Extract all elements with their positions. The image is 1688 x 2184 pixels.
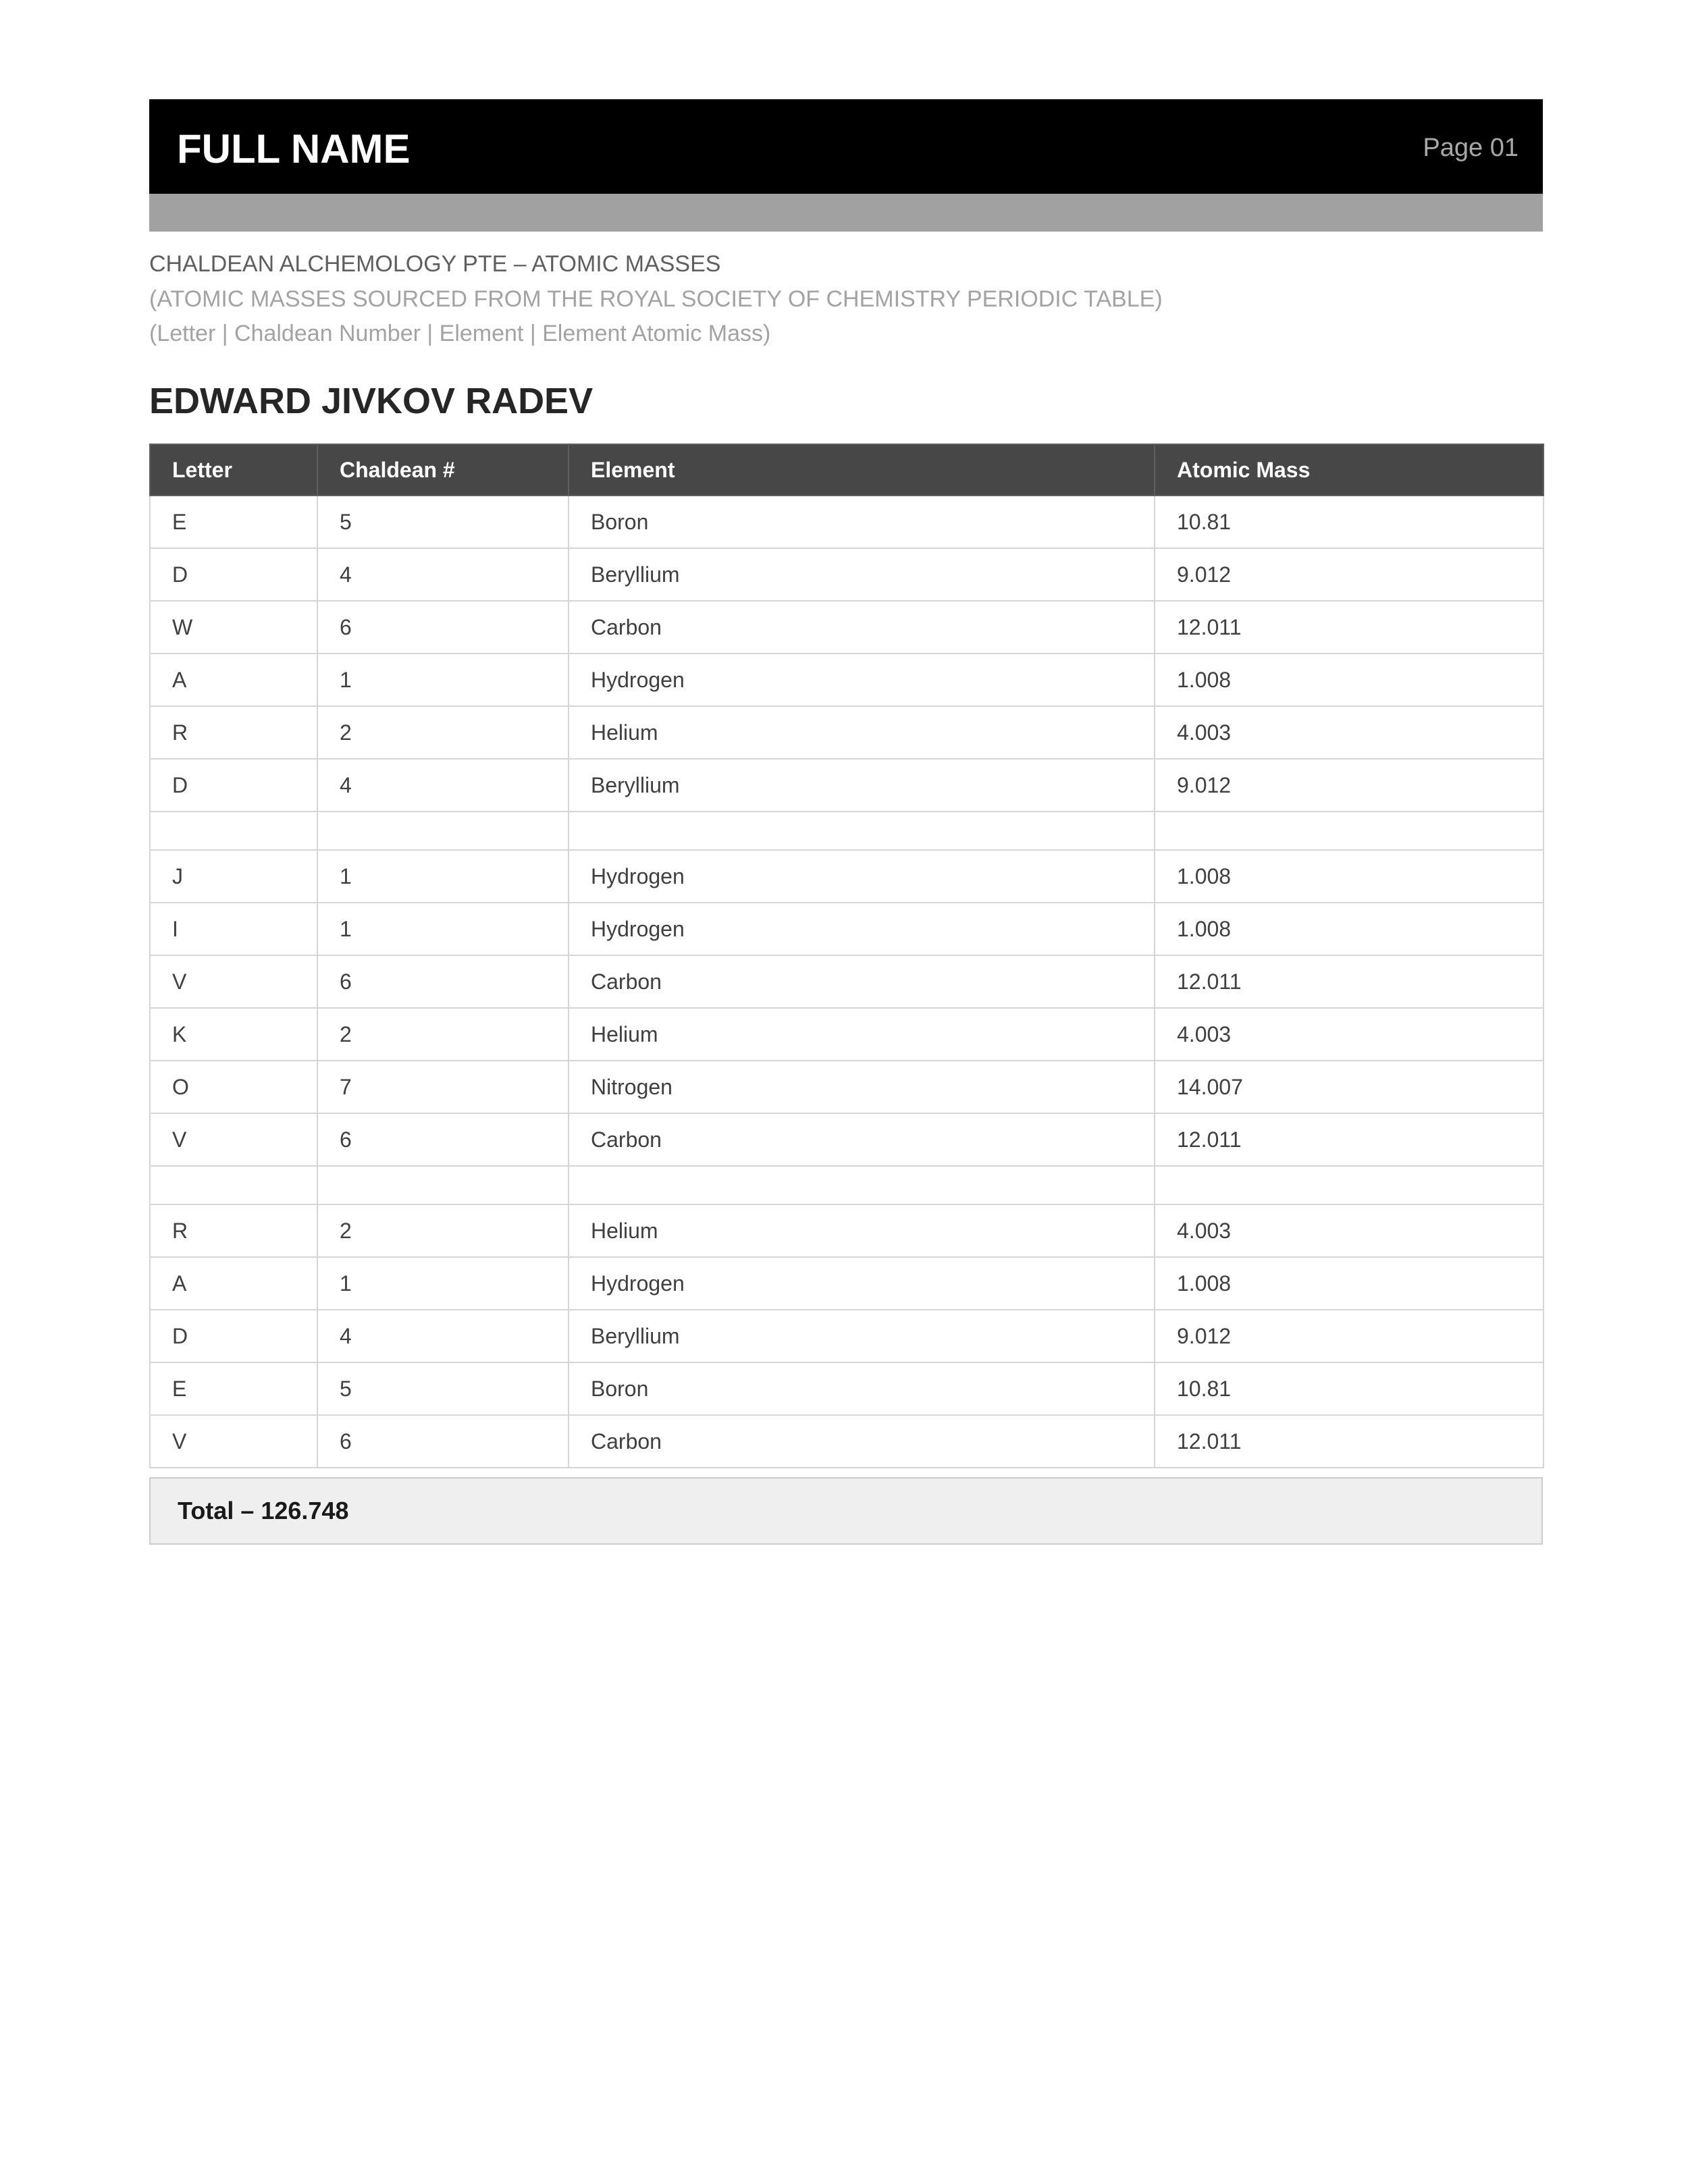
cell-chaldean-number: 5 <box>317 496 569 548</box>
table-header-row <box>150 444 1544 496</box>
cell-element: Hydrogen <box>569 1257 1155 1310</box>
table-row <box>150 1008 1544 1061</box>
cell-letter: E <box>150 1362 317 1415</box>
cell-chaldean-number: 1 <box>317 1257 569 1310</box>
cell-letter: I <box>150 903 317 955</box>
cell-chaldean-number: 4 <box>317 1310 569 1362</box>
table-row <box>150 903 1544 955</box>
cell-atomic-mass: 1.008 <box>1155 903 1544 955</box>
document-subtitle: CHALDEAN ALCHEMOLOGY PTE – ATOMIC MASSES <box>149 251 721 277</box>
cell-letter: V <box>150 1415 317 1468</box>
cell-chaldean-number: 5 <box>317 1362 569 1415</box>
cell-atomic-mass: 1.008 <box>1155 850 1544 903</box>
cell-atomic-mass: 1.008 <box>1155 654 1544 706</box>
cell-chaldean-number: 2 <box>317 1008 569 1061</box>
column-header-atomic-mass: Atomic Mass <box>1155 444 1544 496</box>
table-row <box>150 496 1544 548</box>
column-legend: (Letter | Chaldean Number | Element | Element Atomic Mass) <box>149 321 771 346</box>
cell-element: Boron <box>569 496 1155 548</box>
cell-letter: R <box>150 706 317 759</box>
cell-letter <box>150 1166 317 1204</box>
cell-atomic-mass: 9.012 <box>1155 548 1544 601</box>
cell-atomic-mass <box>1155 1166 1544 1204</box>
source-note: (ATOMIC MASSES SOURCED FROM THE ROYAL SOCIETY OF CHEMISTRY PERIODIC TABLE) <box>149 286 1163 312</box>
atomic-mass-table <box>149 444 1544 1468</box>
cell-letter: V <box>150 955 317 1008</box>
cell-letter: W <box>150 601 317 654</box>
table-row <box>150 706 1544 759</box>
cell-element: Hydrogen <box>569 850 1155 903</box>
cell-atomic-mass: 4.003 <box>1155 1204 1544 1257</box>
cell-chaldean-number <box>317 1166 569 1204</box>
header-title: FULL NAME <box>177 126 411 171</box>
cell-atomic-mass <box>1155 811 1544 850</box>
cell-chaldean-number: 6 <box>317 601 569 654</box>
cell-chaldean-number: 1 <box>317 654 569 706</box>
column-header-letter: Letter <box>150 444 317 496</box>
cell-element: Carbon <box>569 1113 1155 1166</box>
cell-letter: A <box>150 654 317 706</box>
cell-chaldean-number: 4 <box>317 548 569 601</box>
cell-atomic-mass: 12.011 <box>1155 955 1544 1008</box>
table-row <box>150 654 1544 706</box>
table-row <box>150 1204 1544 1257</box>
table-row <box>150 1113 1544 1166</box>
table-row <box>150 850 1544 903</box>
column-header-element: Element <box>569 444 1155 496</box>
cell-letter: D <box>150 548 317 601</box>
cell-element: Carbon <box>569 1415 1155 1468</box>
cell-atomic-mass: 10.81 <box>1155 496 1544 548</box>
cell-chaldean-number: 2 <box>317 1204 569 1257</box>
cell-element: Helium <box>569 706 1155 759</box>
cell-chaldean-number: 2 <box>317 706 569 759</box>
cell-atomic-mass: 4.003 <box>1155 706 1544 759</box>
cell-letter <box>150 811 317 850</box>
cell-atomic-mass: 9.012 <box>1155 759 1544 811</box>
cell-element: Beryllium <box>569 1310 1155 1362</box>
cell-letter: K <box>150 1008 317 1061</box>
cell-element: Nitrogen <box>569 1061 1155 1113</box>
table-row <box>150 1310 1544 1362</box>
cell-chaldean-number: 1 <box>317 850 569 903</box>
cell-atomic-mass: 9.012 <box>1155 1310 1544 1362</box>
cell-element: Helium <box>569 1204 1155 1257</box>
cell-chaldean-number: 4 <box>317 759 569 811</box>
cell-element: Beryllium <box>569 548 1155 601</box>
cell-element <box>569 1166 1155 1204</box>
table-row <box>150 1415 1544 1468</box>
cell-chaldean-number: 6 <box>317 1415 569 1468</box>
cell-atomic-mass: 12.011 <box>1155 601 1544 654</box>
cell-atomic-mass: 14.007 <box>1155 1061 1544 1113</box>
cell-letter: E <box>150 496 317 548</box>
total-value: Total – 126.748 <box>178 1497 349 1524</box>
header-banner <box>149 99 1543 194</box>
table-row <box>150 1362 1544 1415</box>
cell-chaldean-number: 7 <box>317 1061 569 1113</box>
cell-chaldean-number <box>317 811 569 850</box>
person-name: EDWARD JIVKOV RADEV <box>149 381 594 421</box>
header-accent-bar <box>149 194 1543 232</box>
cell-element: Beryllium <box>569 759 1155 811</box>
table-row <box>150 1257 1544 1310</box>
cell-chaldean-number: 1 <box>317 903 569 955</box>
cell-atomic-mass: 12.011 <box>1155 1415 1544 1468</box>
cell-element: Hydrogen <box>569 654 1155 706</box>
cell-letter: A <box>150 1257 317 1310</box>
cell-atomic-mass: 12.011 <box>1155 1113 1544 1166</box>
table-row <box>150 955 1544 1008</box>
total-box <box>149 1477 1543 1545</box>
cell-letter: V <box>150 1113 317 1166</box>
column-header-chaldean-number: Chaldean # <box>317 444 569 496</box>
cell-atomic-mass: 4.003 <box>1155 1008 1544 1061</box>
table-row <box>150 759 1544 811</box>
cell-chaldean-number: 6 <box>317 955 569 1008</box>
cell-atomic-mass: 1.008 <box>1155 1257 1544 1310</box>
word-separator-row <box>150 811 1544 850</box>
cell-letter: D <box>150 759 317 811</box>
table-body <box>150 496 1544 1468</box>
cell-letter: D <box>150 1310 317 1362</box>
cell-element: Boron <box>569 1362 1155 1415</box>
cell-atomic-mass: 10.81 <box>1155 1362 1544 1415</box>
cell-letter: O <box>150 1061 317 1113</box>
word-separator-row <box>150 1166 1544 1204</box>
cell-element: Carbon <box>569 955 1155 1008</box>
page-number: Page 01 <box>1423 134 1519 162</box>
table-row <box>150 548 1544 601</box>
cell-element: Carbon <box>569 601 1155 654</box>
cell-chaldean-number: 6 <box>317 1113 569 1166</box>
table-row <box>150 1061 1544 1113</box>
cell-element: Helium <box>569 1008 1155 1061</box>
cell-element <box>569 811 1155 850</box>
cell-letter: R <box>150 1204 317 1257</box>
cell-element: Hydrogen <box>569 903 1155 955</box>
table-row <box>150 601 1544 654</box>
cell-letter: J <box>150 850 317 903</box>
